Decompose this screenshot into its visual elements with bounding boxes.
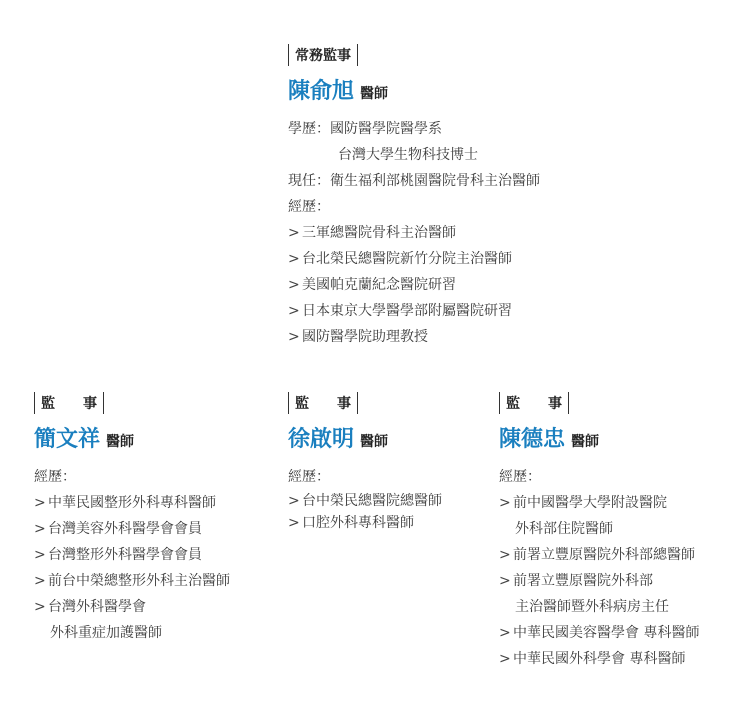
- experience-item: [499, 568, 699, 594]
- experience-item-continued: [499, 516, 699, 542]
- role-heading: 常務監事: [288, 44, 358, 66]
- supervisor-profile: [288, 392, 442, 534]
- role-heading: 監 事: [288, 392, 358, 414]
- experience-item: [34, 594, 230, 620]
- experience-text: 口腔外科專科醫師: [302, 515, 414, 531]
- experience-item: [288, 490, 442, 512]
- experience-item-continued: [34, 620, 230, 646]
- experience-text: 日本東京大學醫學部附屬醫院研習: [302, 303, 512, 319]
- bullet-icon: >: [499, 625, 511, 641]
- experience-text: 台灣整形外科醫學會會員: [48, 547, 202, 563]
- education-line: [288, 116, 540, 142]
- experience-item-continued: [499, 594, 699, 620]
- experience-item: [288, 512, 442, 534]
- experience-text: 台中榮民總醫院總醫師: [302, 493, 442, 509]
- education-item: 台灣大學生物科技博士: [338, 147, 478, 163]
- experience-text: 台灣美容外科醫學會會員: [48, 521, 202, 537]
- experience-item: [34, 490, 230, 516]
- bullet-icon: >: [288, 303, 300, 319]
- experience-item: [499, 646, 699, 672]
- person-name: 陳德忠: [499, 426, 566, 452]
- person-name: 簡文祥: [34, 426, 101, 452]
- standing-supervisor-profile: [288, 44, 540, 350]
- bullet-icon: >: [288, 329, 300, 345]
- profile-details: [288, 464, 442, 534]
- profile-details: [288, 116, 540, 350]
- experience-text: 前中國醫學大學附設醫院: [513, 495, 667, 511]
- experience-item: [288, 272, 540, 298]
- experience-label: 經歷：: [499, 469, 541, 485]
- current-line: [288, 168, 540, 194]
- current-label: 現任：: [288, 173, 330, 189]
- experience-text: 前署立豐原醫院外科部總醫師: [513, 547, 695, 563]
- experience-text: 台灣外科醫學會: [48, 599, 146, 615]
- bullet-icon: >: [499, 495, 511, 511]
- name-row: [499, 422, 699, 456]
- experience-text: 外科重症加護醫師: [50, 625, 162, 641]
- education-item: 國防醫學院醫學系: [330, 121, 442, 137]
- experience-text: 三軍總醫院骨科主治醫師: [302, 225, 456, 241]
- person-title: 醫師: [360, 434, 389, 450]
- experience-text: 外科部住院醫師: [515, 521, 613, 537]
- bullet-icon: >: [288, 493, 300, 509]
- profile-details: [499, 464, 699, 672]
- experience-item: [288, 298, 540, 324]
- role-heading: 監 事: [499, 392, 569, 414]
- supervisor-profile: [499, 392, 699, 672]
- experience-text: 中華民國外科學會 專科醫師: [513, 651, 686, 667]
- name-row: [288, 422, 442, 456]
- experience-item: [288, 220, 540, 246]
- experience-item: [34, 568, 230, 594]
- experience-label: 經歷：: [288, 199, 330, 215]
- bullet-icon: >: [34, 573, 46, 589]
- experience-item: [288, 324, 540, 350]
- experience-item: [499, 542, 699, 568]
- experience-text: 中華民國美容醫學會 專科醫師: [513, 625, 700, 641]
- bullet-icon: >: [34, 495, 46, 511]
- bullet-icon: >: [34, 547, 46, 563]
- experience-text: 美國帕克蘭紀念醫院研習: [302, 277, 456, 293]
- education-label: 學歷：: [288, 121, 330, 137]
- person-title: 醫師: [106, 434, 135, 450]
- experience-label: 經歷：: [34, 469, 76, 485]
- bullet-icon: >: [288, 277, 300, 293]
- experience-item: [288, 246, 540, 272]
- experience-text: 國防醫學院助理教授: [302, 329, 428, 345]
- experience-text: 前台中榮總整形外科主治醫師: [48, 573, 230, 589]
- experience-text: 前署立豐原醫院外科部: [513, 573, 653, 589]
- bullet-icon: >: [288, 225, 300, 241]
- bullet-icon: >: [499, 547, 511, 563]
- experience-item: [34, 516, 230, 542]
- name-row: [288, 74, 540, 108]
- person-name: 陳俞旭: [288, 78, 355, 104]
- experience-label: 經歷：: [288, 469, 330, 485]
- bullet-icon: >: [499, 573, 511, 589]
- experience-item: [34, 542, 230, 568]
- experience-text: 台北榮民總醫院新竹分院主治醫師: [302, 251, 512, 267]
- experience-item: [499, 490, 699, 516]
- experience-text: 主治醫師暨外科病房主任: [515, 599, 669, 615]
- bullet-icon: >: [288, 515, 300, 531]
- education-line: [288, 142, 540, 168]
- current-position: 衛生福利部桃園醫院骨科主治醫師: [330, 173, 540, 189]
- experience-item: [499, 620, 699, 646]
- profile-details: [34, 464, 230, 646]
- person-title: 醫師: [571, 434, 600, 450]
- supervisor-profile: [34, 392, 230, 646]
- experience-text: 中華民國整形外科專科醫師: [48, 495, 216, 511]
- bullet-icon: >: [34, 599, 46, 615]
- bullet-icon: >: [34, 521, 46, 537]
- role-heading: 監 事: [34, 392, 104, 414]
- person-title: 醫師: [360, 86, 389, 102]
- name-row: [34, 422, 230, 456]
- bullet-icon: >: [499, 651, 511, 667]
- bullet-icon: >: [288, 251, 300, 267]
- person-name: 徐啟明: [288, 426, 355, 452]
